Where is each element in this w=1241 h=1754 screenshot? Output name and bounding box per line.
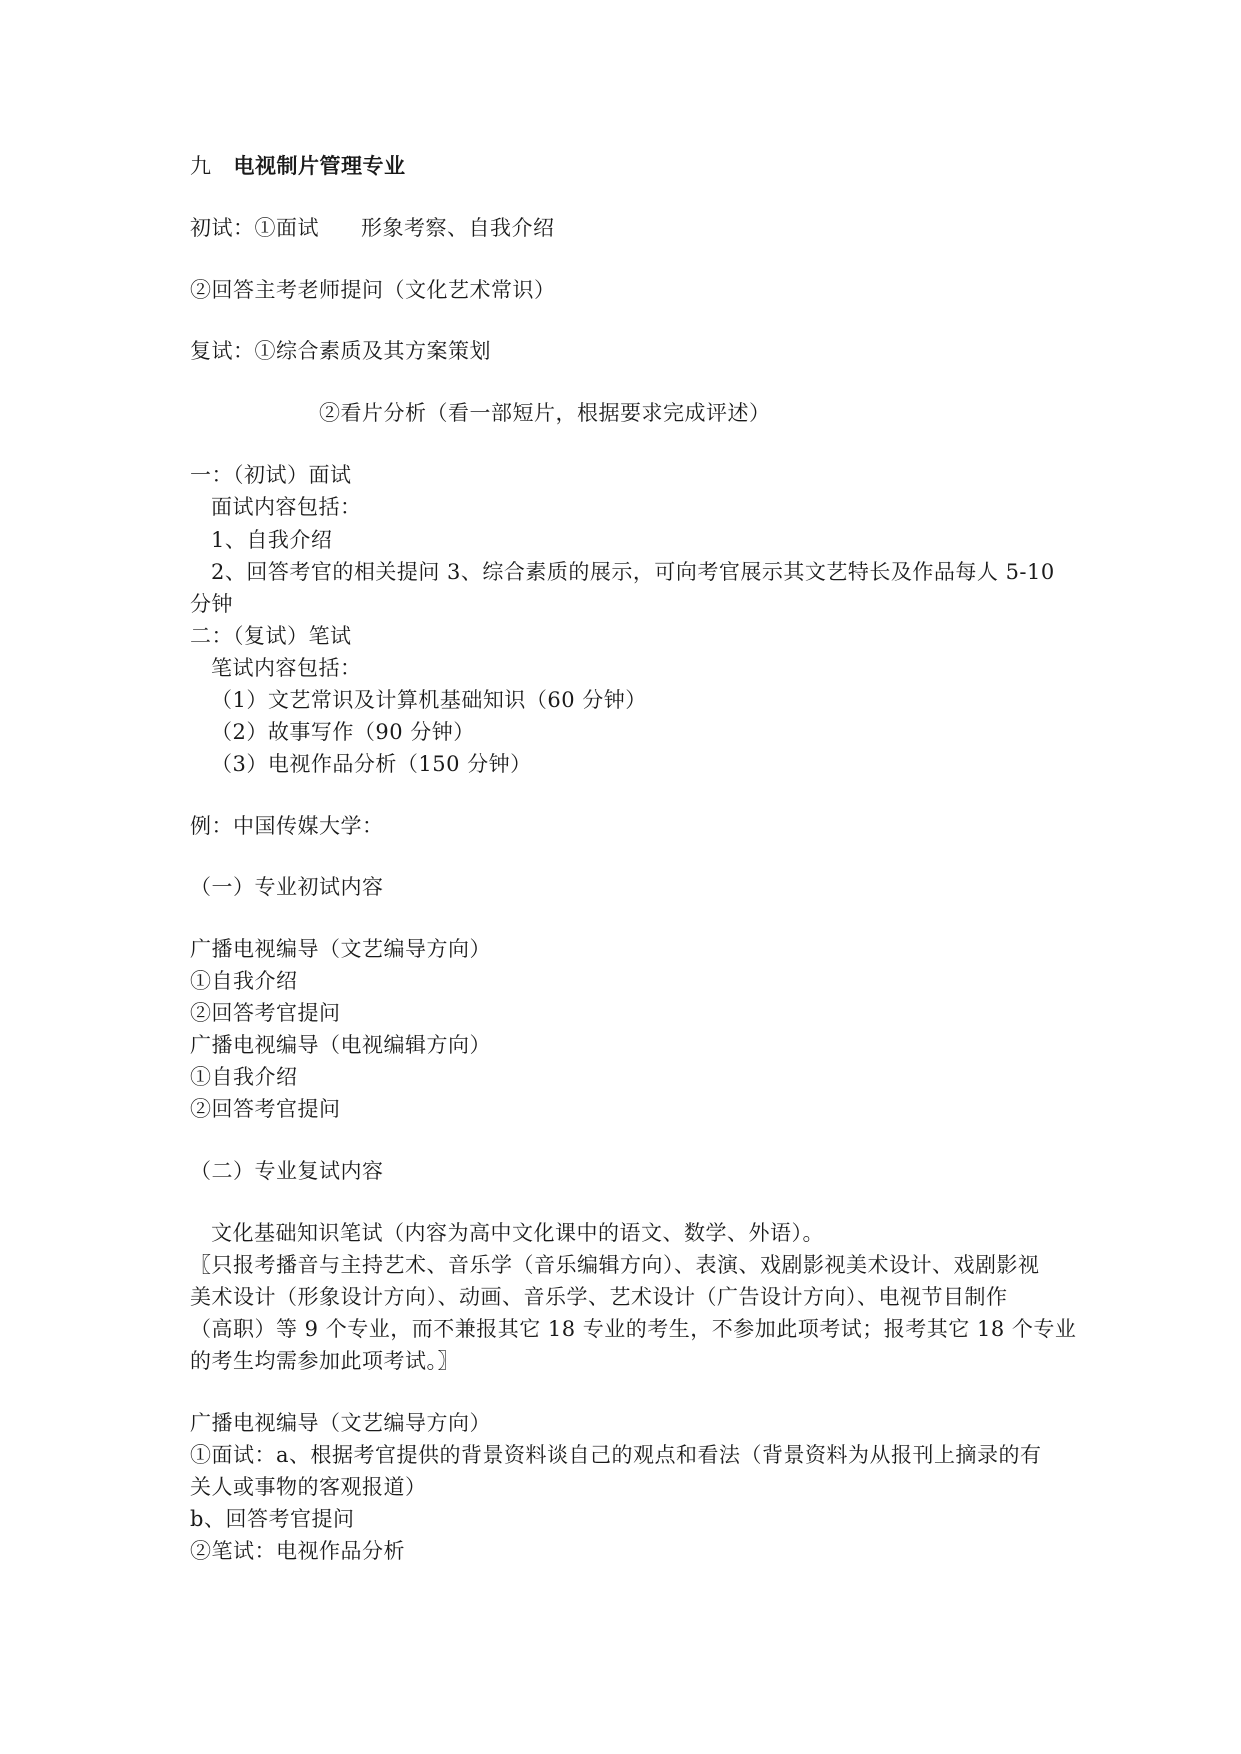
part2-intro: 笔试内容包括： [211,656,362,680]
part2-item-1: （1）文艺常识及计算机基础知识（60 分钟） [211,688,647,712]
example-retest-line-1: 文化基础知识笔试（内容为高中文化课中的语文、数学、外语）。 [211,1221,824,1245]
example-heading: 例：中国传媒大学： [190,814,384,838]
example-initial-line-4: 广播电视编导（电视编辑方向） [190,1033,491,1057]
overview-retest-1: 复试：①综合素质及其方案策划 [190,339,491,363]
part2-item-2: （2）故事写作（90 分钟） [211,720,475,744]
section-number: 九 [190,154,212,178]
example-retest-line-5: 的考生均需参加此项考试。〗 [190,1349,459,1373]
example-initial-line-5: ①自我介绍 [190,1065,298,1089]
overview-initial-label: 初试：①面试 [190,216,319,240]
section-title [190,152,406,180]
example-initial-line-3: ②回答考官提问 [190,1001,341,1025]
example-direction-line-1: 广播电视编导（文艺编导方向） [190,1411,491,1435]
part1-item-1: 1、自我介绍 [211,528,333,552]
example-direction-line-3: 关人或事物的客观报道） [190,1475,427,1499]
example-initial-line-6: ②回答考官提问 [190,1097,341,1121]
example-retest-line-3: 美术设计（形象设计方向）、动画、音乐学、艺术设计（广告设计方向）、电视节目制作 [190,1285,1008,1309]
part1-item-2-line2: 分钟 [190,592,233,616]
example-initial-line-2: ①自我介绍 [190,969,298,993]
example-initial-line-1: 广播电视编导（文艺编导方向） [190,937,491,961]
example-retest-line-2: 〖只报考播音与主持艺术、音乐学（音乐编辑方向）、表演、戏剧影视美术设计、戏剧影视 [190,1253,1040,1277]
part1-intro: 面试内容包括： [211,495,362,519]
overview-initial-desc: 形象考察、自我介绍 [361,216,555,240]
example-direction-line-2: ①面试：a、根据考官提供的背景资料谈自己的观点和看法（背景资料为从报刊上摘录的有 [190,1443,1042,1467]
example-initial-heading: （一）专业初试内容 [190,875,384,899]
example-retest-line-4: （高职）等 9 个专业，而不兼报其它 18 专业的考生，不参加此项考试；报考其它 18 个专业 [190,1317,1077,1341]
overview-initial-line [190,214,555,242]
overview-retest-2: ②看片分析（看一部短片，根据要求完成评述） [319,401,771,425]
example-retest-heading: （二）专业复试内容 [190,1159,384,1183]
part1-heading: 一：（初试）面试 [190,463,352,487]
section-title-text: 电视制片管理专业 [233,153,406,178]
document-page [190,0,1077,1754]
part2-item-3: （3）电视作品分析（150 分钟） [211,752,532,776]
overview-initial-2: ②回答主考老师提问（文化艺术常识） [190,278,556,302]
example-direction-line-5: ②笔试：电视作品分析 [190,1539,405,1563]
part2-heading: 二：（复试）笔试 [190,624,352,648]
part1-item-2-line1: 2、回答考官的相关提问 3、综合素质的展示，可向考官展示其文艺特长及作品每人 5-10 [211,560,1055,584]
example-direction-line-4: b、回答考官提问 [190,1507,355,1531]
